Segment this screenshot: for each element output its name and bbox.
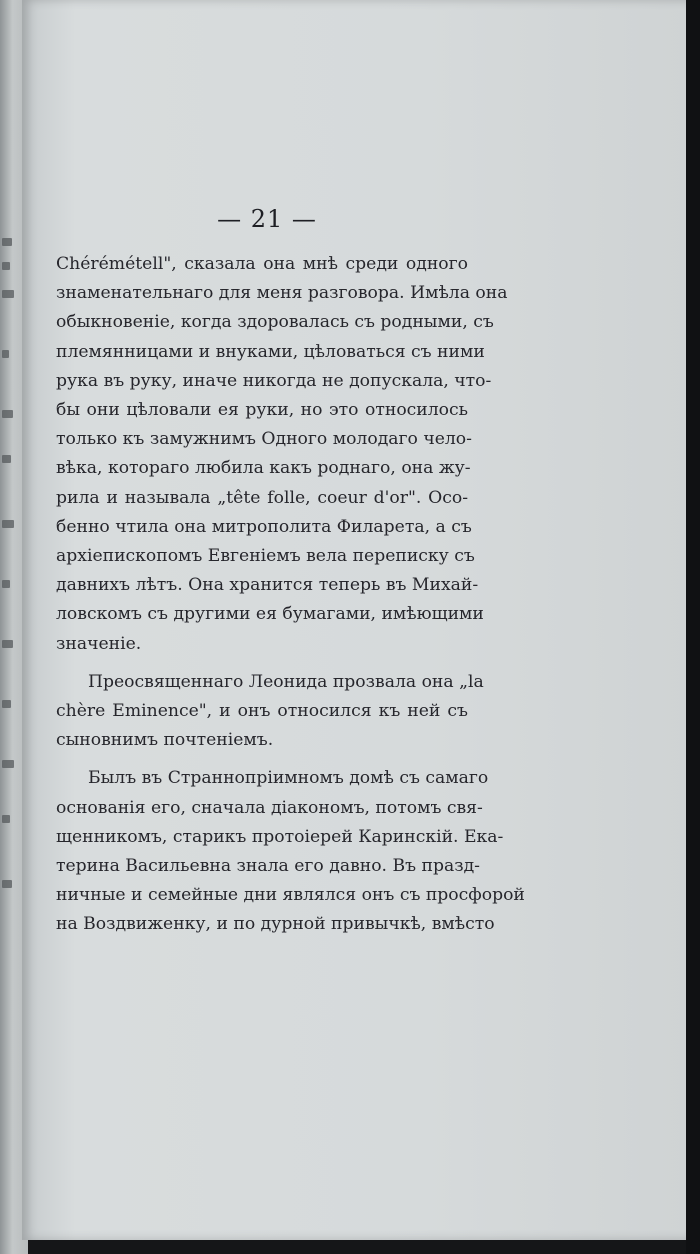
text-line: знаменательнаго для меня разговора. Имѣла она	[56, 283, 508, 304]
text-line: племянницами и внуками, цѣловаться съ ними	[56, 341, 485, 362]
page-number: — 21 —	[217, 205, 317, 233]
text-line: вѣка, котораго любила какъ роднаго, она жу-	[56, 458, 471, 479]
margin-text-fragment	[2, 455, 11, 463]
text-line: основанія его, сначала діакономъ, потомъ свя-	[56, 797, 483, 818]
text-line: щенникомъ, старикъ протоіерей Каринскій. Ека-	[56, 826, 504, 847]
paragraph-3	[56, 764, 525, 939]
margin-text-fragment	[2, 290, 14, 298]
margin-text-fragment	[2, 238, 12, 246]
text-line: рука въ руку, иначе никогда не допускала, что-	[56, 370, 492, 391]
margin-text-fragment	[2, 410, 13, 418]
margin-text-fragment	[2, 520, 14, 528]
margin-text-fragment	[2, 880, 12, 888]
margin-text-fragment	[2, 580, 10, 588]
text-line: архіепископомъ Евгеніемъ вела переписку съ	[56, 546, 475, 567]
text-line: терина Васильевна знала его давно. Въ празд-	[56, 856, 480, 877]
book-page	[22, 0, 690, 1240]
text-line: chère Eminence", и онъ относился къ ней съ	[56, 701, 468, 722]
paragraph-1	[56, 250, 508, 659]
text-line: Преосвященнаго Леонида прозвала она „la	[88, 671, 484, 692]
margin-text-fragment	[2, 262, 10, 270]
margin-text-fragment	[2, 640, 13, 648]
margin-text-fragment	[2, 350, 9, 358]
text-line: значеніе.	[56, 633, 142, 654]
text-line: бы они цѣловали ея руки, но это относилось	[56, 400, 468, 421]
text-line: Chérémétell", сказала она мнѣ среди одного	[56, 254, 468, 274]
margin-text-fragment	[2, 760, 14, 768]
text-line: бенно чтила она митрополита Филарета, а съ	[56, 516, 472, 537]
margin-text-fragment	[2, 815, 10, 823]
text-line: на Воздвиженку, и по дурной привычкѣ, вмѣсто	[56, 914, 495, 935]
text-line: рила и называла „tête folle, coeur d'or". Осо-	[56, 487, 468, 508]
paragraph-2	[56, 668, 484, 756]
text-line: Былъ въ Страннопріимномъ домѣ съ самаго	[88, 768, 489, 789]
background-edge	[686, 0, 700, 1254]
margin-text-fragment	[2, 700, 11, 708]
text-line: обыкновеніе, когда здоровалась съ родными, съ	[56, 312, 494, 333]
text-line: ловскомъ съ другими ея бумагами, имѣющими	[56, 604, 484, 625]
body-text	[56, 250, 525, 940]
text-line: сыновнимъ почтеніемъ.	[56, 730, 274, 751]
text-line: давнихъ лѣтъ. Она хранится теперь въ Михай-	[56, 575, 479, 596]
text-line: ничные и семейные дни являлся онъ съ просфорой	[56, 885, 525, 906]
text-line: только къ замужнимъ Одного молодаго чело-	[56, 429, 472, 450]
